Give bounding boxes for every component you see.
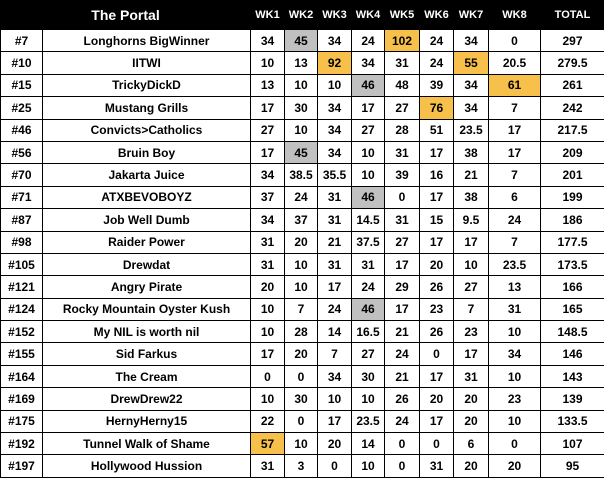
- week-5-score-cell: 31: [385, 141, 420, 163]
- week-3-score-cell: 21: [318, 231, 352, 253]
- week-3-score-cell: 92: [318, 52, 352, 74]
- week-4-score-cell: 46: [352, 186, 385, 208]
- rank-cell: #87: [1, 209, 43, 231]
- week-2-score-cell: 7: [285, 298, 318, 320]
- week-4-score-cell: 16.5: [352, 321, 385, 343]
- week-6-score-cell: 76: [420, 97, 454, 119]
- col-header-wk7: WK7: [454, 1, 489, 30]
- week-8-score-cell: 10: [489, 321, 541, 343]
- team-name-cell: Hollywood Hussion: [43, 455, 251, 477]
- week-1-score-cell: 10: [251, 298, 285, 320]
- total-score-cell: 217.5: [541, 119, 604, 141]
- total-score-cell: 133.5: [541, 410, 604, 432]
- total-score-cell: 107: [541, 433, 604, 455]
- week-2-score-cell: 10: [285, 119, 318, 141]
- table-row: [1, 119, 604, 141]
- table-row: [1, 30, 604, 52]
- week-5-score-cell: 17: [385, 298, 420, 320]
- col-header-wk5: WK5: [385, 1, 420, 30]
- week-8-score-cell: 10: [489, 365, 541, 387]
- week-7-score-cell: 34: [454, 74, 489, 96]
- total-score-cell: 279.5: [541, 52, 604, 74]
- total-score-cell: 209: [541, 141, 604, 163]
- team-name-cell: Mustang Grills: [43, 97, 251, 119]
- week-5-score-cell: 0: [385, 186, 420, 208]
- week-6-score-cell: 15: [420, 209, 454, 231]
- total-score-cell: 242: [541, 97, 604, 119]
- rank-cell: #7: [1, 30, 43, 52]
- rank-cell: #124: [1, 298, 43, 320]
- week-3-score-cell: 34: [318, 365, 352, 387]
- total-score-cell: 173.5: [541, 253, 604, 275]
- total-score-cell: 148.5: [541, 321, 604, 343]
- week-6-score-cell: 17: [420, 186, 454, 208]
- week-1-score-cell: 13: [251, 74, 285, 96]
- week-5-score-cell: 26: [385, 388, 420, 410]
- week-1-score-cell: 17: [251, 141, 285, 163]
- rank-cell: #164: [1, 365, 43, 387]
- week-4-score-cell: 37.5: [352, 231, 385, 253]
- week-3-score-cell: 34: [318, 141, 352, 163]
- week-3-score-cell: 35.5: [318, 164, 352, 186]
- rank-cell: #175: [1, 410, 43, 432]
- week-2-score-cell: 37: [285, 209, 318, 231]
- week-7-score-cell: 7: [454, 298, 489, 320]
- week-7-score-cell: 17: [454, 343, 489, 365]
- rank-cell: #155: [1, 343, 43, 365]
- week-4-score-cell: 14: [352, 433, 385, 455]
- total-score-cell: 201: [541, 164, 604, 186]
- week-8-score-cell: 0: [489, 30, 541, 52]
- week-2-score-cell: 0: [285, 365, 318, 387]
- team-name-cell: Tunnel Walk of Shame: [43, 433, 251, 455]
- week-4-score-cell: 14.5: [352, 209, 385, 231]
- rank-cell: #152: [1, 321, 43, 343]
- week-8-score-cell: 7: [489, 164, 541, 186]
- week-6-score-cell: 51: [420, 119, 454, 141]
- rank-cell: #70: [1, 164, 43, 186]
- table-row: [1, 186, 604, 208]
- table-row: [1, 164, 604, 186]
- table-row: [1, 209, 604, 231]
- week-3-score-cell: 0: [318, 455, 352, 477]
- week-2-score-cell: 10: [285, 74, 318, 96]
- week-4-score-cell: 31: [352, 253, 385, 275]
- team-name-cell: Drewdat: [43, 253, 251, 275]
- week-5-score-cell: 28: [385, 119, 420, 141]
- week-6-score-cell: 26: [420, 321, 454, 343]
- week-2-score-cell: 24: [285, 186, 318, 208]
- week-7-score-cell: 20: [454, 455, 489, 477]
- col-header-wk3: WK3: [318, 1, 352, 30]
- week-1-score-cell: 17: [251, 343, 285, 365]
- week-8-score-cell: 20: [489, 455, 541, 477]
- week-5-score-cell: 0: [385, 433, 420, 455]
- total-score-cell: 95: [541, 455, 604, 477]
- week-8-score-cell: 10: [489, 410, 541, 432]
- table-row: [1, 52, 604, 74]
- week-5-score-cell: 27: [385, 231, 420, 253]
- col-header-total: TOTAL: [541, 1, 604, 30]
- week-7-score-cell: 31: [454, 365, 489, 387]
- week-8-score-cell: 23.5: [489, 253, 541, 275]
- week-2-score-cell: 3: [285, 455, 318, 477]
- week-8-score-cell: 7: [489, 231, 541, 253]
- total-score-cell: 177.5: [541, 231, 604, 253]
- table-title: The Portal: [1, 1, 251, 30]
- total-score-cell: 146: [541, 343, 604, 365]
- table-row: [1, 455, 604, 477]
- week-5-score-cell: 29: [385, 276, 420, 298]
- week-1-score-cell: 34: [251, 164, 285, 186]
- total-score-cell: 297: [541, 30, 604, 52]
- week-3-score-cell: 17: [318, 410, 352, 432]
- week-7-score-cell: 10: [454, 253, 489, 275]
- week-3-score-cell: 31: [318, 209, 352, 231]
- week-3-score-cell: 17: [318, 276, 352, 298]
- week-2-score-cell: 10: [285, 276, 318, 298]
- week-1-score-cell: 31: [251, 231, 285, 253]
- week-3-score-cell: 34: [318, 97, 352, 119]
- week-6-score-cell: 26: [420, 276, 454, 298]
- total-score-cell: 261: [541, 74, 604, 96]
- week-6-score-cell: 24: [420, 52, 454, 74]
- week-3-score-cell: 7: [318, 343, 352, 365]
- week-3-score-cell: 10: [318, 74, 352, 96]
- team-name-cell: HernyHerny15: [43, 410, 251, 432]
- week-7-score-cell: 38: [454, 186, 489, 208]
- table-row: [1, 298, 604, 320]
- week-7-score-cell: 55: [454, 52, 489, 74]
- team-name-cell: Raider Power: [43, 231, 251, 253]
- header-row: [1, 1, 604, 30]
- week-4-score-cell: 34: [352, 52, 385, 74]
- week-2-score-cell: 20: [285, 231, 318, 253]
- rank-cell: #105: [1, 253, 43, 275]
- team-name-cell: TrickyDickD: [43, 74, 251, 96]
- week-7-score-cell: 20: [454, 410, 489, 432]
- week-4-score-cell: 10: [352, 455, 385, 477]
- table-row: [1, 97, 604, 119]
- week-5-score-cell: 39: [385, 164, 420, 186]
- rank-cell: #71: [1, 186, 43, 208]
- week-5-score-cell: 102: [385, 30, 420, 52]
- week-3-score-cell: 20: [318, 433, 352, 455]
- week-5-score-cell: 0: [385, 455, 420, 477]
- team-name-cell: Jakarta Juice: [43, 164, 251, 186]
- team-name-cell: Bruin Boy: [43, 141, 251, 163]
- week-1-score-cell: 31: [251, 253, 285, 275]
- week-7-score-cell: 34: [454, 30, 489, 52]
- week-5-score-cell: 24: [385, 410, 420, 432]
- week-3-score-cell: 24: [318, 298, 352, 320]
- table-row: [1, 276, 604, 298]
- week-8-score-cell: 17: [489, 141, 541, 163]
- team-name-cell: ATXBEVOBOYZ: [43, 186, 251, 208]
- week-1-score-cell: 57: [251, 433, 285, 455]
- rank-cell: #197: [1, 455, 43, 477]
- week-6-score-cell: 17: [420, 410, 454, 432]
- week-1-score-cell: 10: [251, 52, 285, 74]
- week-8-score-cell: 17: [489, 119, 541, 141]
- week-1-score-cell: 0: [251, 365, 285, 387]
- week-6-score-cell: 17: [420, 141, 454, 163]
- week-2-score-cell: 45: [285, 30, 318, 52]
- team-name-cell: DrewDrew22: [43, 388, 251, 410]
- week-5-score-cell: 21: [385, 321, 420, 343]
- week-4-score-cell: 24: [352, 30, 385, 52]
- total-score-cell: 186: [541, 209, 604, 231]
- week-2-score-cell: 10: [285, 253, 318, 275]
- table-row: [1, 231, 604, 253]
- week-6-score-cell: 20: [420, 388, 454, 410]
- week-4-score-cell: 23.5: [352, 410, 385, 432]
- week-4-score-cell: 46: [352, 298, 385, 320]
- total-score-cell: 143: [541, 365, 604, 387]
- week-4-score-cell: 46: [352, 74, 385, 96]
- team-name-cell: My NIL is worth nil: [43, 321, 251, 343]
- week-6-score-cell: 0: [420, 343, 454, 365]
- week-7-score-cell: 20: [454, 388, 489, 410]
- team-name-cell: Longhorns BigWinner: [43, 30, 251, 52]
- table-row: [1, 433, 604, 455]
- week-3-score-cell: 14: [318, 321, 352, 343]
- week-3-score-cell: 31: [318, 253, 352, 275]
- week-4-score-cell: 10: [352, 388, 385, 410]
- week-8-score-cell: 0: [489, 433, 541, 455]
- week-7-score-cell: 23.5: [454, 119, 489, 141]
- col-header-wk1: WK1: [251, 1, 285, 30]
- week-7-score-cell: 38: [454, 141, 489, 163]
- week-5-score-cell: 31: [385, 209, 420, 231]
- rank-cell: #25: [1, 97, 43, 119]
- rank-cell: #121: [1, 276, 43, 298]
- week-2-score-cell: 0: [285, 410, 318, 432]
- col-header-wk8: WK8: [489, 1, 541, 30]
- rank-cell: #10: [1, 52, 43, 74]
- rank-cell: #15: [1, 74, 43, 96]
- week-8-score-cell: 20.5: [489, 52, 541, 74]
- week-2-score-cell: 20: [285, 343, 318, 365]
- week-8-score-cell: 13: [489, 276, 541, 298]
- week-6-score-cell: 20: [420, 253, 454, 275]
- rank-cell: #56: [1, 141, 43, 163]
- week-7-score-cell: 6: [454, 433, 489, 455]
- col-header-wk6: WK6: [420, 1, 454, 30]
- table-row: [1, 410, 604, 432]
- table-row: [1, 365, 604, 387]
- week-4-score-cell: 27: [352, 343, 385, 365]
- week-1-score-cell: 34: [251, 209, 285, 231]
- week-6-score-cell: 23: [420, 298, 454, 320]
- team-name-cell: Convicts>Catholics: [43, 119, 251, 141]
- week-1-score-cell: 20: [251, 276, 285, 298]
- week-1-score-cell: 10: [251, 388, 285, 410]
- week-3-score-cell: 34: [318, 30, 352, 52]
- rank-cell: #192: [1, 433, 43, 455]
- team-name-cell: Sid Farkus: [43, 343, 251, 365]
- rank-cell: #169: [1, 388, 43, 410]
- week-2-score-cell: 30: [285, 388, 318, 410]
- week-4-score-cell: 24: [352, 276, 385, 298]
- week-2-score-cell: 28: [285, 321, 318, 343]
- week-4-score-cell: 10: [352, 141, 385, 163]
- week-5-score-cell: 21: [385, 365, 420, 387]
- table-row: [1, 388, 604, 410]
- week-2-score-cell: 13: [285, 52, 318, 74]
- week-5-score-cell: 17: [385, 253, 420, 275]
- week-8-score-cell: 7: [489, 97, 541, 119]
- table-row: [1, 343, 604, 365]
- week-6-score-cell: 39: [420, 74, 454, 96]
- week-1-score-cell: 17: [251, 97, 285, 119]
- week-3-score-cell: 10: [318, 388, 352, 410]
- table-row: [1, 141, 604, 163]
- team-name-cell: Job Well Dumb: [43, 209, 251, 231]
- week-7-score-cell: 23: [454, 321, 489, 343]
- team-name-cell: Rocky Mountain Oyster Kush: [43, 298, 251, 320]
- team-name-cell: The Cream: [43, 365, 251, 387]
- week-5-score-cell: 27: [385, 97, 420, 119]
- team-name-cell: IITWI: [43, 52, 251, 74]
- week-2-score-cell: 10: [285, 433, 318, 455]
- team-name-cell: Angry Pirate: [43, 276, 251, 298]
- week-7-score-cell: 21: [454, 164, 489, 186]
- week-3-score-cell: 34: [318, 119, 352, 141]
- table-row: [1, 253, 604, 275]
- week-6-score-cell: 17: [420, 231, 454, 253]
- total-score-cell: 165: [541, 298, 604, 320]
- week-6-score-cell: 31: [420, 455, 454, 477]
- week-6-score-cell: 16: [420, 164, 454, 186]
- rank-cell: #98: [1, 231, 43, 253]
- week-8-score-cell: 6: [489, 186, 541, 208]
- week-6-score-cell: 0: [420, 433, 454, 455]
- week-2-score-cell: 30: [285, 97, 318, 119]
- week-1-score-cell: 37: [251, 186, 285, 208]
- week-8-score-cell: 61: [489, 74, 541, 96]
- week-8-score-cell: 24: [489, 209, 541, 231]
- total-score-cell: 199: [541, 186, 604, 208]
- week-8-score-cell: 34: [489, 343, 541, 365]
- week-4-score-cell: 27: [352, 119, 385, 141]
- week-7-score-cell: 17: [454, 231, 489, 253]
- col-header-wk4: WK4: [352, 1, 385, 30]
- week-1-score-cell: 31: [251, 455, 285, 477]
- week-5-score-cell: 31: [385, 52, 420, 74]
- week-1-score-cell: 27: [251, 119, 285, 141]
- table-body: [1, 30, 604, 478]
- week-7-score-cell: 9.5: [454, 209, 489, 231]
- col-header-wk2: WK2: [285, 1, 318, 30]
- week-2-score-cell: 38.5: [285, 164, 318, 186]
- week-2-score-cell: 45: [285, 141, 318, 163]
- week-8-score-cell: 31: [489, 298, 541, 320]
- week-1-score-cell: 34: [251, 30, 285, 52]
- week-3-score-cell: 31: [318, 186, 352, 208]
- week-7-score-cell: 27: [454, 276, 489, 298]
- total-score-cell: 139: [541, 388, 604, 410]
- week-1-score-cell: 22: [251, 410, 285, 432]
- table-row: [1, 74, 604, 96]
- table-row: [1, 321, 604, 343]
- rank-cell: #46: [1, 119, 43, 141]
- week-4-score-cell: 30: [352, 365, 385, 387]
- week-6-score-cell: 24: [420, 30, 454, 52]
- week-5-score-cell: 48: [385, 74, 420, 96]
- week-5-score-cell: 24: [385, 343, 420, 365]
- week-6-score-cell: 17: [420, 365, 454, 387]
- week-7-score-cell: 34: [454, 97, 489, 119]
- week-4-score-cell: 10: [352, 164, 385, 186]
- week-8-score-cell: 23: [489, 388, 541, 410]
- week-4-score-cell: 17: [352, 97, 385, 119]
- total-score-cell: 166: [541, 276, 604, 298]
- week-1-score-cell: 10: [251, 321, 285, 343]
